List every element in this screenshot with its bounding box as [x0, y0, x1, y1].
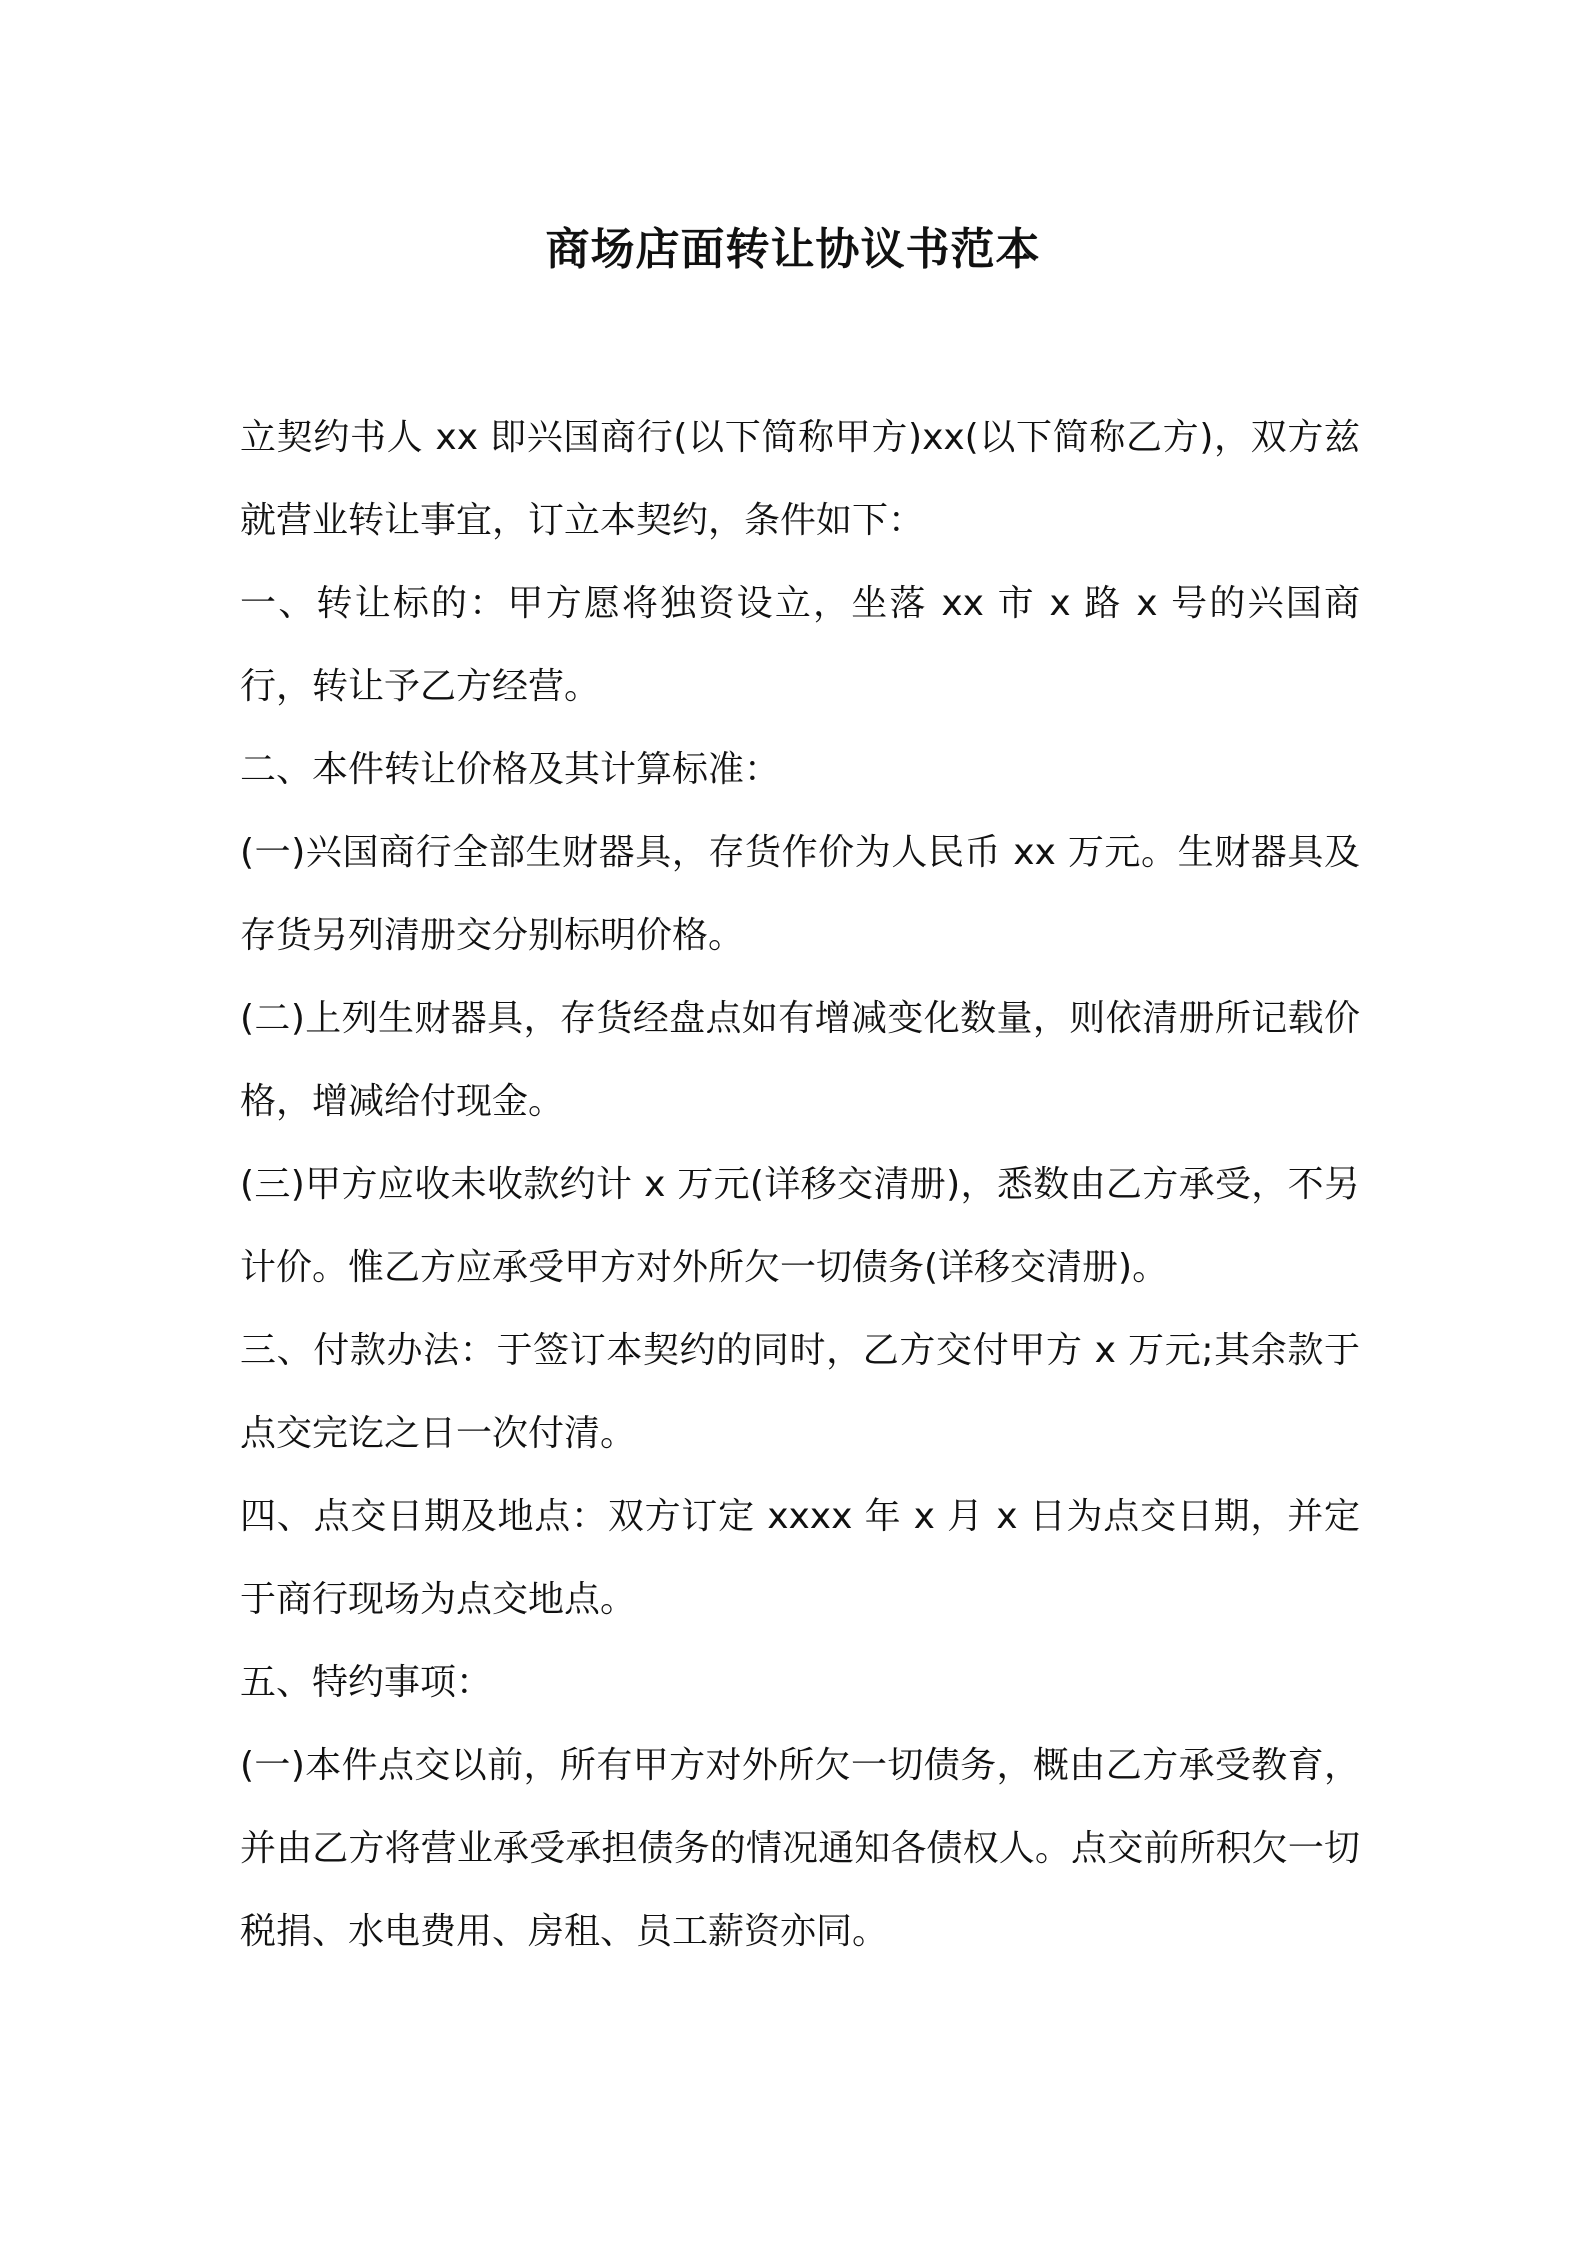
paragraph-preamble: 立契约书人 xx 即兴国商行(以下简称甲方)xx(以下简称乙方)，双方兹就营业转让事宜，订立本契约，条件如下：	[240, 417, 1360, 541]
paragraph-section-5: 五、特约事项：	[240, 1662, 493, 1703]
paragraph-section-3: 三、付款办法：于签订本契约的同时，乙方交付甲方 x 万元;其余款于点交完讫之日一次付清。	[240, 1330, 1360, 1454]
paragraph-section-4: 四、点交日期及地点：双方订定 xxxx 年 x 月 x 日为点交日期，并定于商行现场为点交地点。	[240, 1496, 1360, 1620]
paragraph-section-2-item-3: (三)甲方应收未收款约计 x 万元(详移交清册)，悉数由乙方承受，不另计价。惟乙方应承受甲方对外所欠一切债务(详移交清册)。	[240, 1164, 1360, 1288]
paragraph-section-2-item-1: (一)兴国商行全部生财器具，存货作价为人民币 xx 万元。生财器具及存货另列清册交分别标明价格。	[240, 832, 1360, 956]
document-body	[240, 396, 1360, 1973]
paragraph-section-5-item-1: (一)本件点交以前，所有甲方对外所欠一切债务，概由乙方承受教育，并由乙方将营业承受承担债务的情况通知各债权人。点交前所积欠一切税捐、水电费用、房租、员工薪资亦同。	[240, 1745, 1360, 1952]
paragraph-section-2-item-2: (二)上列生财器具，存货经盘点如有增减变化数量，则依清册所记载价格，增减给付现金。	[240, 998, 1360, 1122]
document-title: 商场店面转让协议书范本	[545, 224, 1041, 275]
paragraph-section-1: 一、转让标的：甲方愿将独资设立，坐落 xx 市 x 路 x 号的兴国商行，转让予乙方经营。	[240, 583, 1360, 707]
paragraph-section-2: 二、本件转让价格及其计算标准：	[240, 749, 781, 790]
